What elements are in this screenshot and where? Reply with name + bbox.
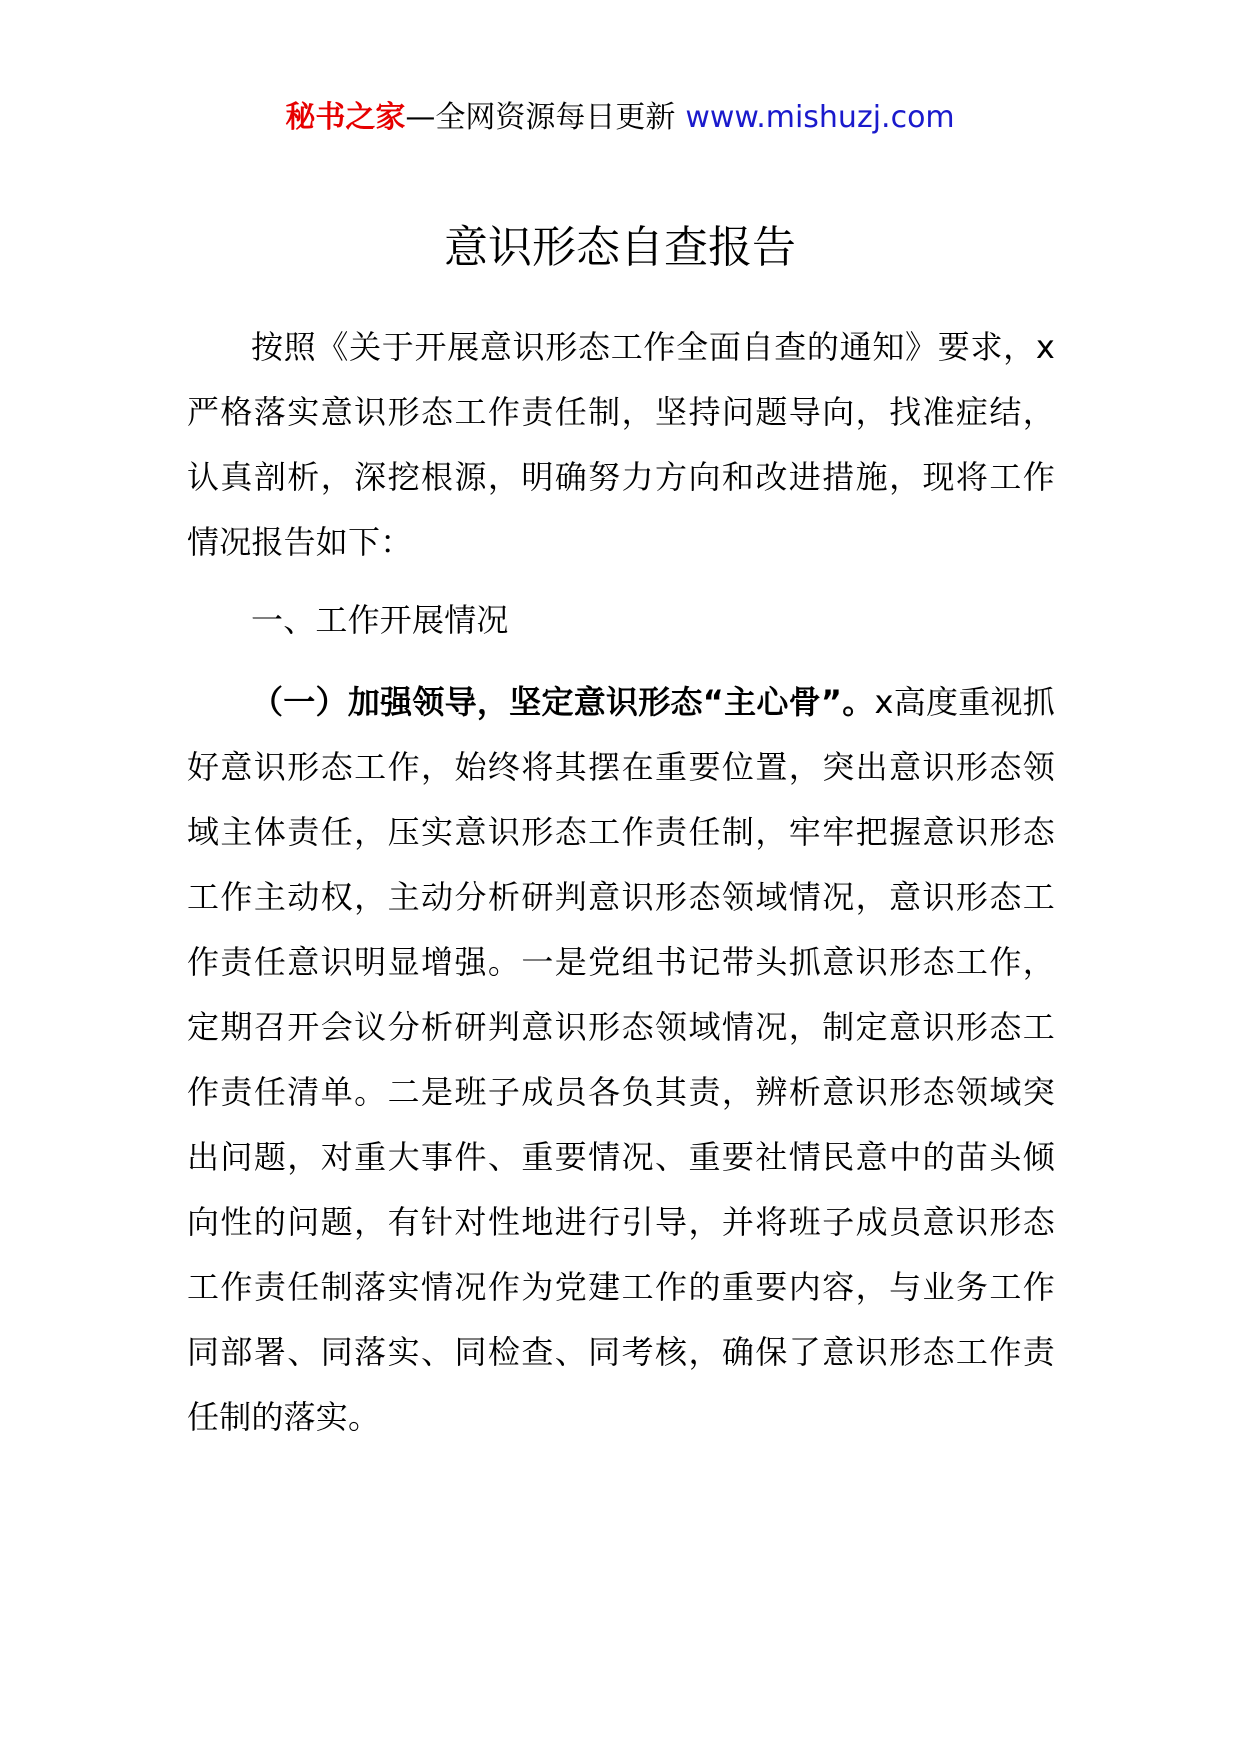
subsection-body: x高度重视抓好意识形态工作，始终将其摆在重要位置，突出意识形态领域主体责任，压实意识形态工作责任制，牢牢把握意识形态工作主动权，主动分析研判意识形态领域情况，意识形态工作责任意识明显增强。一是党组书记带头抓意识形态工作，定期召开会议分析研判意识形态领域情况，制定意识形态工作责任清单。二是班子成员各负其责，辨析意识形态领域突出问题，对重大事件、重要情况、重要社情民意中的苗头倾向性的问题，有针对性地进行引导，并将班子成员意识形态工作责任制落实情况作为党建工作的重要内容，与业务工作同部署、同落实、同检查、同考核，确保了意识形态工作责任制的落实。 xyxy=(187,683,1055,1436)
site-tagline: —全网资源每日更新 xyxy=(405,100,676,135)
section-heading: 一、工作开展情况 xyxy=(251,601,509,639)
site-header xyxy=(0,98,1240,138)
site-brand: 秘书之家 xyxy=(285,100,406,135)
site-url-link[interactable]: www.mishuzj.com xyxy=(685,100,955,135)
document-title: 意识形态自查报告 xyxy=(444,222,796,273)
subsection-heading: （一）加强领导，坚定意识形态“主心骨”。 xyxy=(251,683,875,721)
subsection-paragraph xyxy=(187,670,1055,1450)
intro-paragraph: 按照《关于开展意识形态工作全面自查的通知》要求，x严格落实意识形态工作责任制，坚持问题导向，找准症结，认真剖析，深挖根源，明确努力方向和改进措施，现将工作情况报告如下： xyxy=(187,328,1055,561)
